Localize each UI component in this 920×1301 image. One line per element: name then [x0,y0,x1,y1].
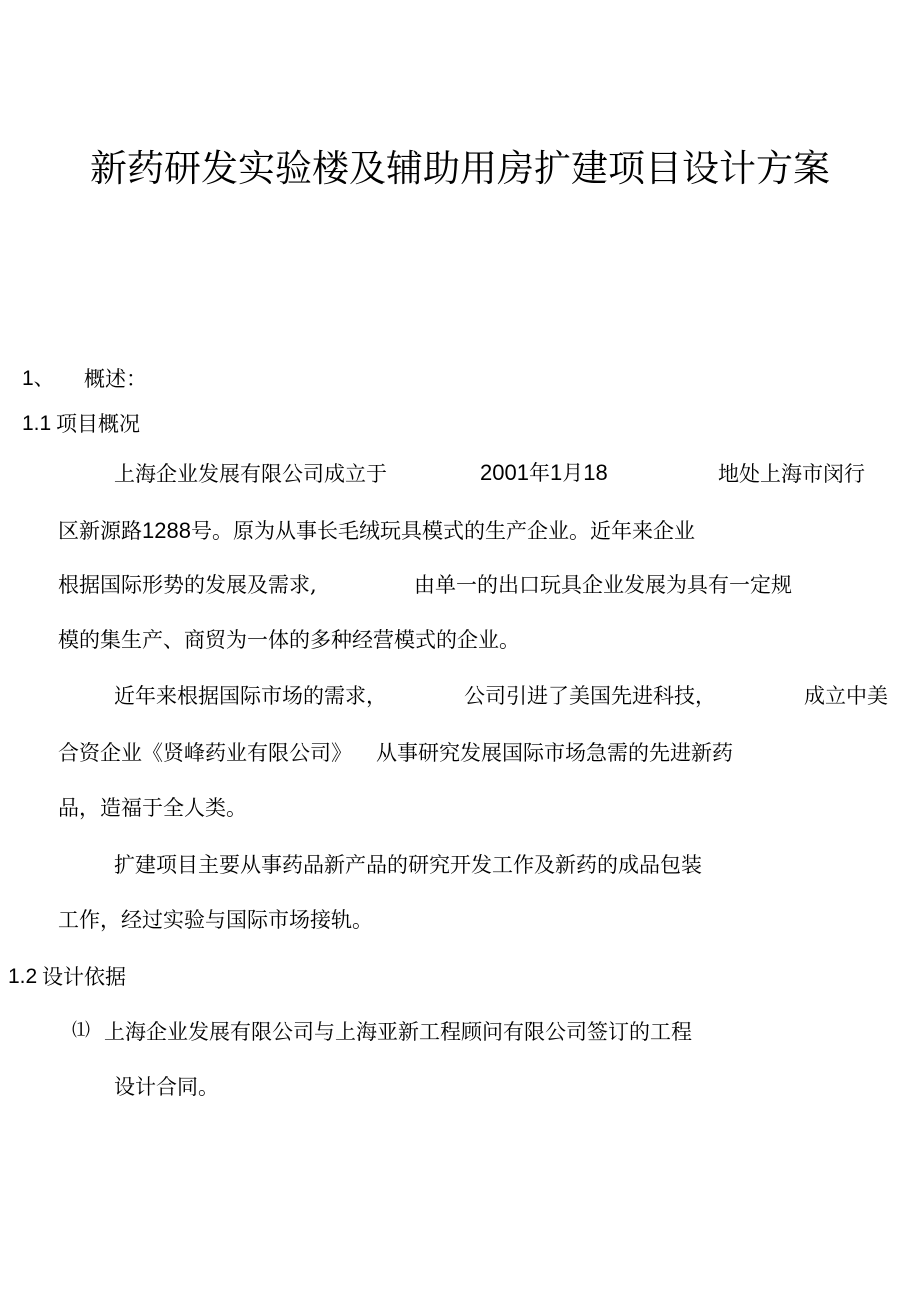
date-day: 18 [583,460,608,485]
section-1-1-label: 项目概况 [56,412,140,436]
section-1-label: 概述： [84,367,147,391]
para1-line2-number: 1288 [142,518,191,543]
para1-line1-location: 地处上海市闵行 [718,462,865,486]
basis-item1-line2: 设计合同。 [114,1075,219,1099]
para2-line2-a: 合资企业《贤峰药业有限公司》 [58,741,352,765]
para2-line1-b: 公司引进了美国先进科技， [464,684,716,708]
basis-item1-line1: 上海企业发展有限公司与上海亚新工程顾问有限公司签订的工程 [104,1020,692,1044]
date-year: 2001 [480,460,529,485]
section-1-1-number: 1.1 [22,412,52,435]
para3-line2: 工作，经过实验与国际市场接轨。 [58,908,373,932]
para1-line4: 模的集生产、商贸为一体的多种经营模式的企业。 [58,628,520,652]
date-month-unit: 月 [562,461,584,485]
section-1-number: 1、 [22,367,55,390]
para1-line2 [58,520,695,542]
document-title: 新药研发实验楼及辅助用房扩建项目设计方案 [90,147,830,190]
section-1-2-number: 1.2 [8,965,38,988]
para1-line1-text: 上海企业发展有限公司成立于 [114,462,387,486]
para1-line2-road: 区新源路 [58,519,142,543]
date-month: 1 [549,460,563,485]
para1-line3-a: 根据国际形势的发展及需求, [58,573,317,597]
para2-line3: 品，造福于全人类。 [58,796,247,820]
para2-line2-b: 从事研究发展国际市场急需的先进新药 [376,741,733,765]
section-1-2-label: 设计依据 [42,965,126,989]
para3-line1: 扩建项目主要从事药品新产品的研究开发工作及新药的成品包装 [114,853,702,877]
para2-line1-a: 近年来根据国际市场的需求， [114,684,387,708]
basis-item1-marker: ⑴ [72,1020,90,1041]
para1-line3-b: 由单一的出口玩具企业发展为具有一定规 [414,573,792,597]
para1-line2-rest: 号。原为从事长毛绒玩具模式的生产企业。近年来企业 [190,519,695,543]
para1-line1-date [480,462,608,484]
date-year-unit: 年 [528,461,550,485]
para2-line1-c: 成立中美 [804,684,888,708]
